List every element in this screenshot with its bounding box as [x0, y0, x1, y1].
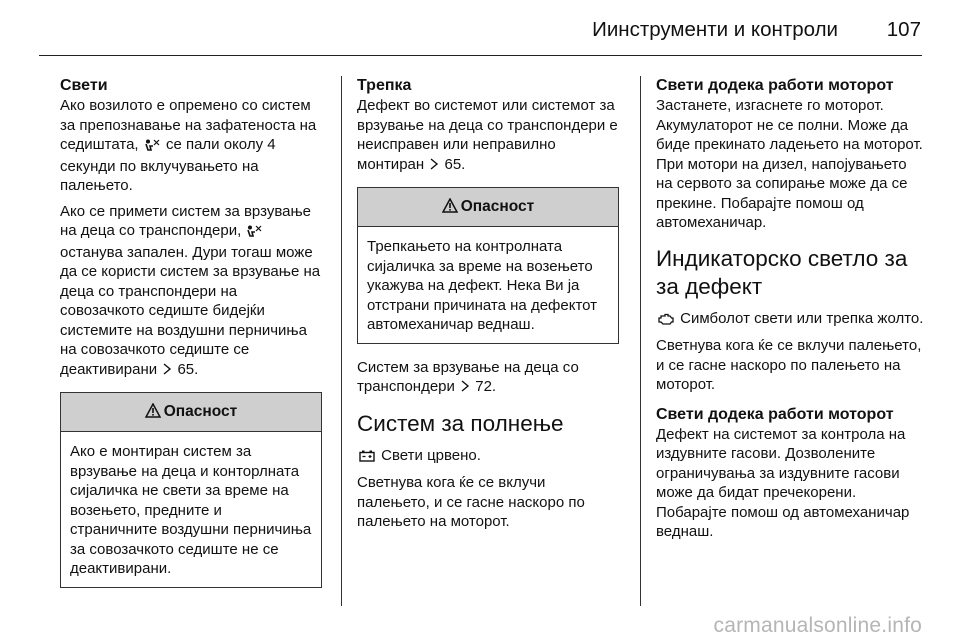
warning-title: Опасност	[163, 403, 238, 420]
column-1	[60, 76, 322, 602]
airbag-off-icon	[145, 137, 160, 157]
column-3	[656, 76, 924, 548]
section-title: Систем за полнење	[357, 410, 564, 436]
paragraph-text: останува запален. Дури тогаш може да се користи систем за врзување на деца со транспондери на совозачкото седиште бидејќи системите на воздушни перничиња на совозачкото седиште се деактивирани	[60, 243, 321, 378]
page-reference-arrow-icon	[460, 378, 470, 398]
warning-header	[358, 188, 618, 227]
page-reference: 65.	[177, 360, 199, 378]
paragraph-text: Симболот свети или трепка жолто.	[680, 309, 924, 327]
paragraph: Светнува кога ќе се вклучи палењето, и се гасне наскоро по палењето на моторот.	[656, 337, 922, 393]
paragraph-text: се пали околу 4 секунди по вклучувањето на палењето.	[60, 136, 276, 194]
paragraph: Застанете, изгаснете го моторот. Акумулаторот не се полни. Може да биде прекинато ладењето на моторот. При мотори на дизел, напојувањето на сервото за сопирање може да се прекине. Побарајте помош од автомеханичар.	[656, 97, 923, 231]
warning-box	[60, 392, 322, 588]
paragraph-text: Ако возилото е опремено со систем за препознавање на зафатеноста на седиштата,	[60, 97, 317, 153]
page-header-title: Иинструменти и контроли	[592, 18, 838, 41]
paragraph-text: Дефект во системот или системот за врзување на деца со транспондери е неисправен или неправилно монтиран	[357, 97, 618, 173]
warning-text: Ако е монтиран систем за врзување на деца и конторлната сијаличка не свети за време на возењето, предните и страничните воздушни перничиња за совозачкото седиште не се деактивирани.	[70, 443, 312, 577]
column-2	[357, 76, 619, 538]
warning-box	[357, 187, 619, 344]
warning-header	[61, 393, 321, 432]
battery-icon	[359, 448, 375, 468]
paragraph	[60, 96, 322, 196]
paragraph	[357, 358, 619, 398]
paragraph	[357, 446, 619, 468]
page-reference: 72.	[475, 378, 497, 395]
paragraph	[60, 202, 322, 381]
header-divider	[39, 55, 922, 56]
paragraph: Светнува кога ќе се вклучи палењето, и се гасне наскоро по палењето на моторот.	[357, 474, 585, 530]
page-reference: 65.	[444, 155, 466, 173]
warning-text: Трепкањето на контролната сијаличка за време на возењето укажува на дефект. Нека Ви ја отстрани причината на дефектот автомеханичар веднаш.	[367, 238, 598, 333]
airbag-off-icon	[247, 223, 262, 243]
column-divider	[341, 76, 342, 606]
page-number: 107	[886, 18, 921, 41]
page-reference-arrow-icon	[429, 156, 439, 176]
section-heading: Трепка	[357, 77, 412, 94]
paragraph	[656, 309, 924, 331]
section-heading: Свети	[60, 77, 108, 94]
paragraph: Дефект на системот за контрола на издувните гасови. Дозволените ограничувања за издувните гасови може да бидат пречекорени. Побарајте помош од автомеханичар веднаш.	[656, 425, 910, 540]
paragraph-text: Ако се примети систем за врзување на деца со транспондери,	[60, 202, 311, 239]
section-heading: Свети додека работи моторот	[656, 77, 894, 94]
watermark: carmanualsonline.info	[713, 614, 922, 637]
column-divider	[640, 76, 641, 606]
engine-malfunction-icon	[658, 311, 674, 331]
warning-triangle-icon	[145, 395, 161, 433]
section-title: Индикаторско светло за за дефект	[656, 245, 908, 299]
warning-triangle-icon	[442, 190, 458, 228]
paragraph-text: Свети црвено.	[381, 446, 481, 464]
page-reference-arrow-icon	[162, 361, 172, 381]
warning-title: Опасност	[460, 198, 535, 215]
section-heading: Свети додека работи моторот	[656, 405, 894, 423]
paragraph	[357, 96, 619, 175]
paragraph-text: Систем за врзување на деца со транспондери	[357, 358, 579, 395]
